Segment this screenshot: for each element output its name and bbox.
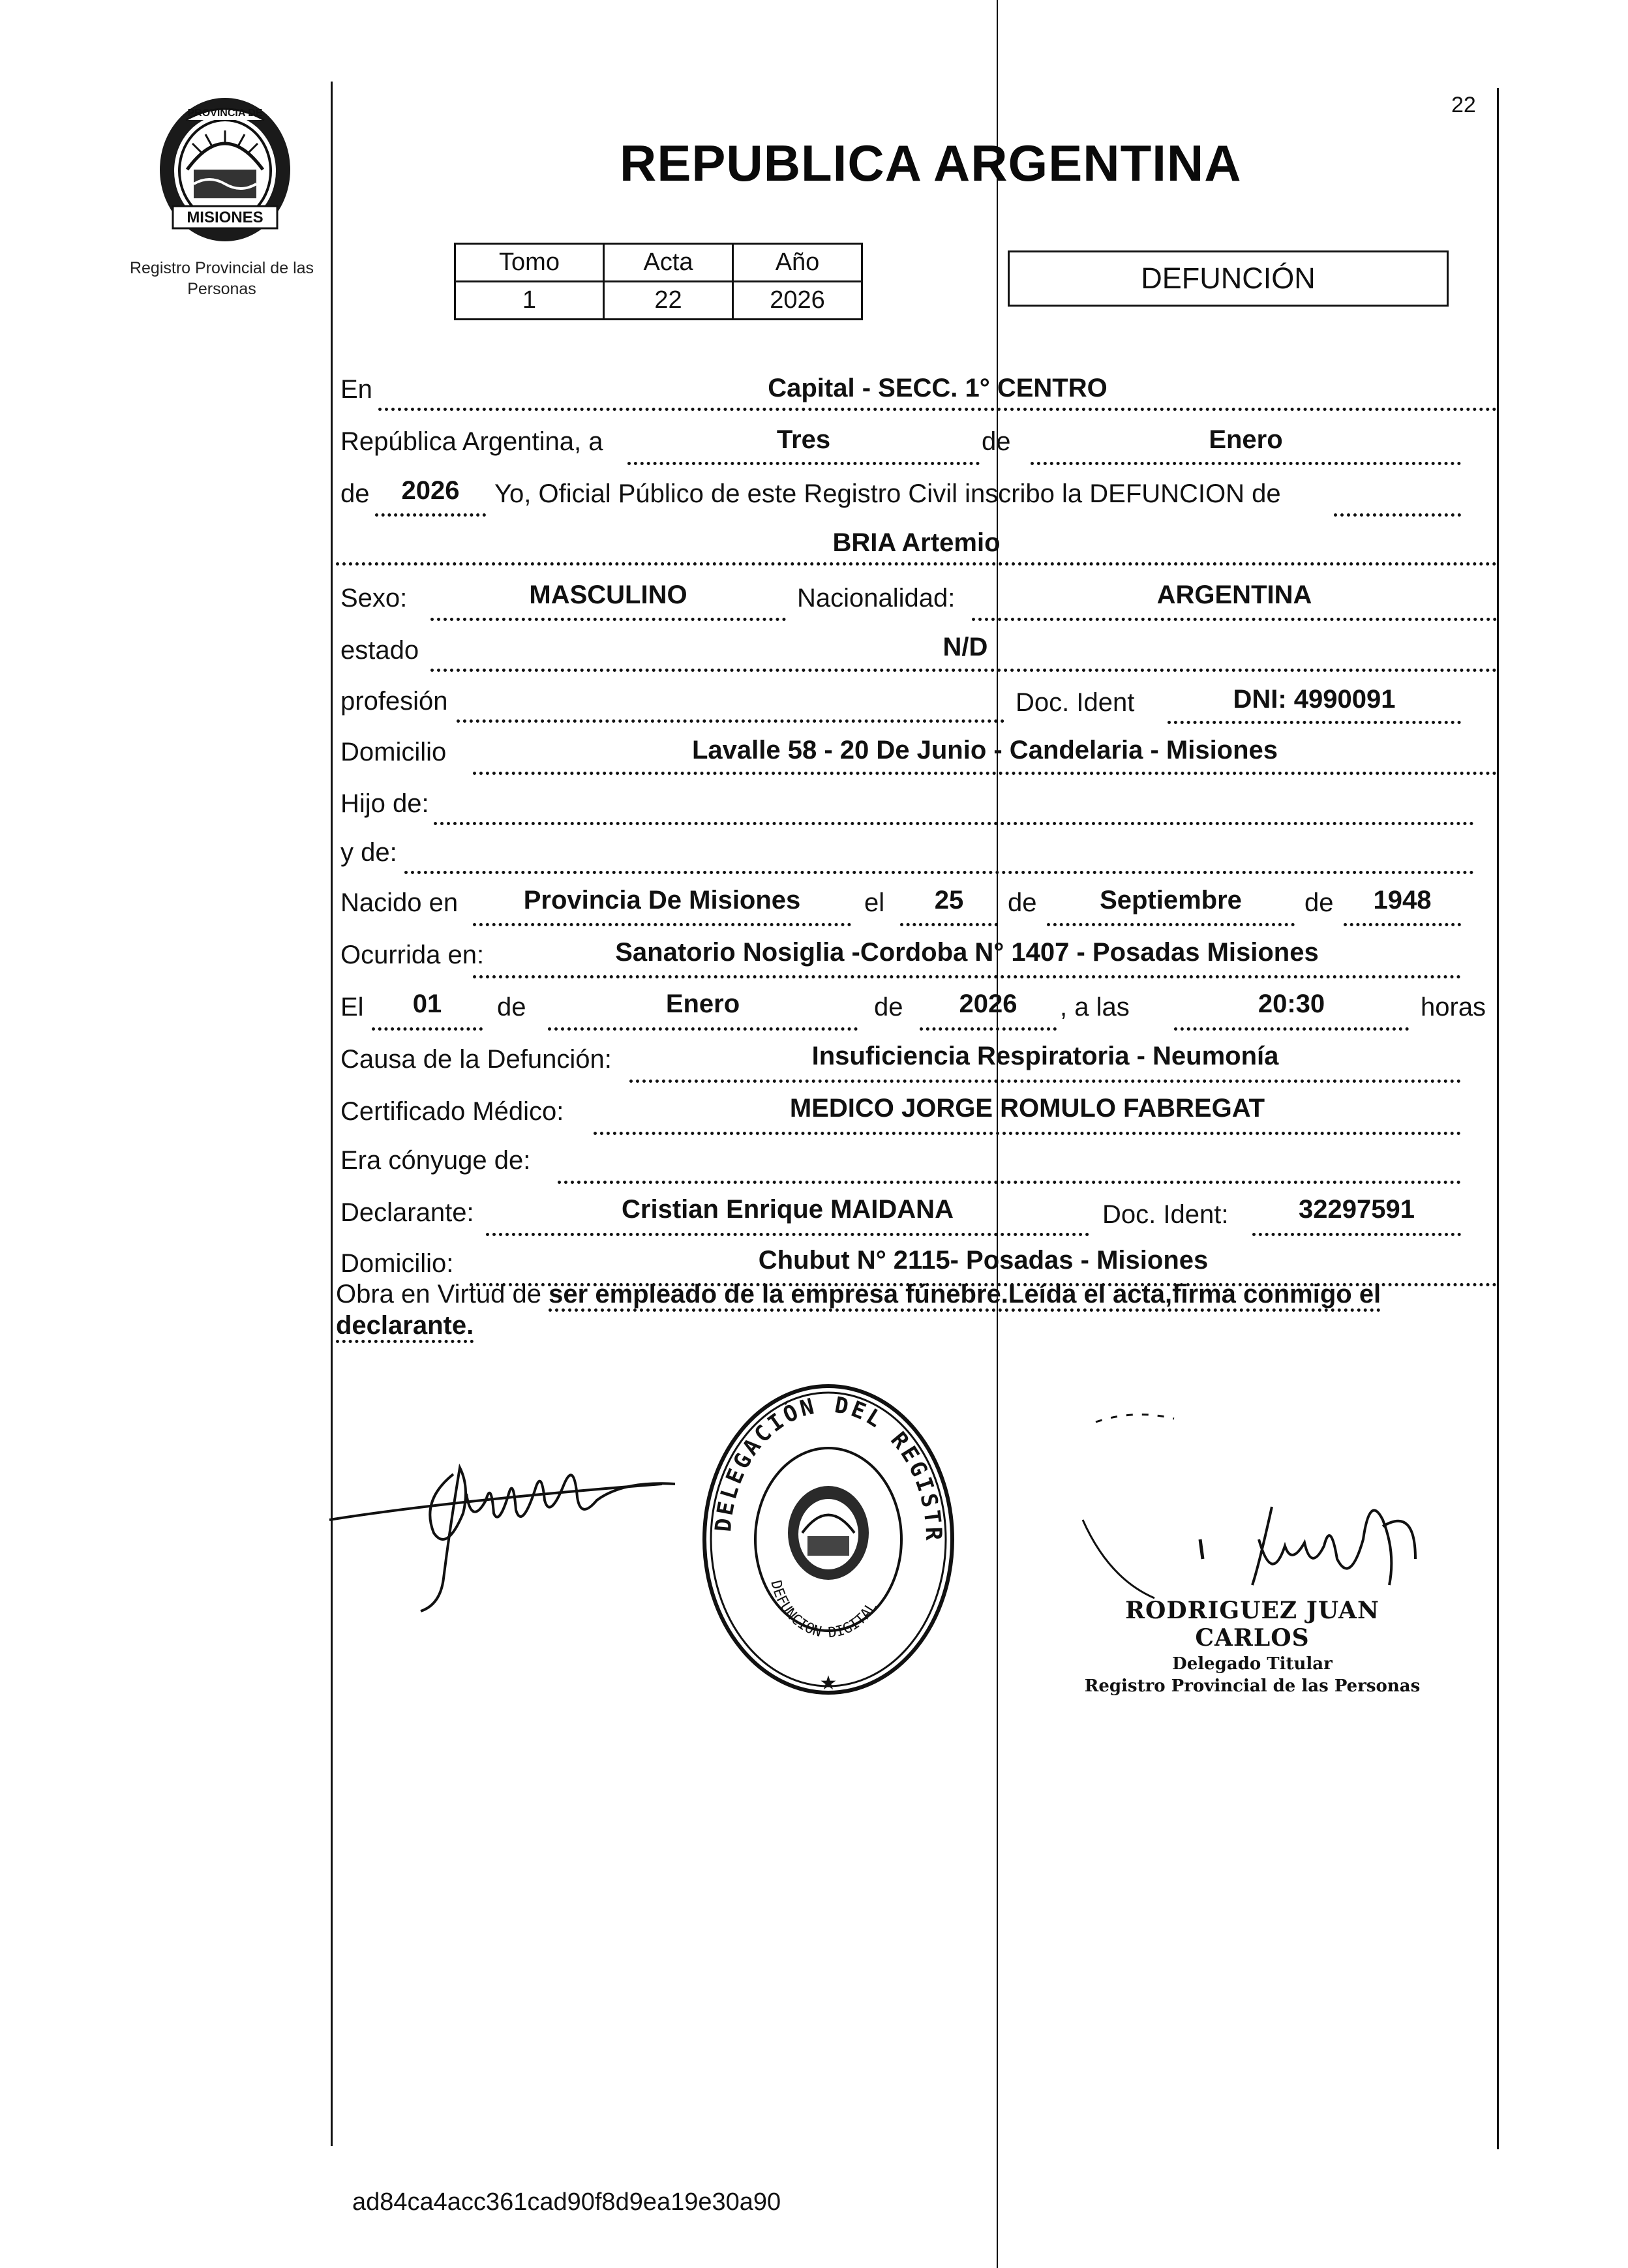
declarant-signature (323, 1422, 688, 1621)
label-conyuge: Era cónyuge de: (340, 1146, 531, 1175)
label-causa: Causa de la Defunción: (340, 1045, 612, 1074)
label-en: En (340, 375, 372, 404)
label-horas: horas (1421, 993, 1486, 1021)
signatory-title: Delegado Titular (1172, 1654, 1333, 1674)
svg-text:DEFUNCION DIGITAL (767, 1579, 880, 1641)
official-signature-block (1083, 1597, 1422, 1696)
label-estado: estado (340, 636, 419, 665)
obra-text: ser empleado de la empresa fúnebre.Leída el acta,firma conmigo el declarante. (336, 1280, 1381, 1343)
official-signature (998, 1389, 1455, 1614)
obra-prefix: Obra en Virtud de (336, 1280, 542, 1308)
label-domicilio: Domicilio (340, 738, 447, 766)
label-ocurrida-en: Ocurrida en: (340, 941, 485, 969)
value-doc-declarante: 32297591 (1299, 1195, 1415, 1224)
fill-profesion (457, 697, 1004, 723)
value-ocurrida-en: Sanatorio Nosiglia -Cordoba N° 1407 - Posadas Misiones (615, 938, 1319, 967)
label-el-def: El (340, 993, 364, 1021)
table-header-anio: Año (733, 244, 862, 282)
registry-label: Registro Provincial de las Personas (129, 259, 314, 298)
value-dia-inscripcion: Tres (776, 425, 831, 454)
label-doc-declarante: Doc. Ident: (1102, 1200, 1229, 1229)
table-value-anio: 2026 (733, 282, 862, 320)
value-anio-inscripcion: 2026 (401, 476, 460, 505)
value-domicilio-declarante: Chubut N° 2115- Posadas - Misiones (758, 1246, 1209, 1275)
label-de-anio: de (340, 479, 370, 508)
page-title: REPUBLICA ARGENTINA (620, 134, 1242, 192)
signatory-name: RODRIGUEZ JUAN CARLOS (1125, 1597, 1379, 1652)
stamp-inner-text: DEFUNCION DIGITAL (767, 1579, 881, 1642)
fill-inscribo-tail (1334, 491, 1461, 517)
label-nacido-en: Nacido en (340, 888, 459, 917)
value-domicilio: Lavalle 58 - 20 De Junio - Candelaria - Misiones (691, 736, 1278, 764)
value-sexo: MASCULINO (529, 581, 687, 609)
record-number-table (454, 243, 863, 320)
table-header-tomo: Tomo (455, 244, 604, 282)
value-mes-nac: Septiembre (1100, 886, 1242, 915)
value-nacido-en: Provincia De Misiones (523, 886, 801, 915)
label-certificado: Certificado Médico: (340, 1097, 564, 1126)
svg-text:PROVINCIA DE: PROVINCIA DE (187, 108, 263, 119)
label-republica: República Argentina, a (340, 427, 603, 456)
page-number: 22 (1451, 93, 1476, 117)
table-value-acta: 22 (604, 282, 733, 320)
label-de-anio-def: de (874, 993, 903, 1021)
official-stamp (691, 1370, 965, 1709)
provincial-seal-logo (147, 91, 303, 248)
document-hash: ad84ca4acc361cad90f8d9ea19e30a90 (352, 2188, 781, 2216)
label-declarante: Declarante: (340, 1198, 474, 1227)
label-sexo: Sexo: (340, 584, 408, 612)
label-de-mes-nac: de (1008, 888, 1037, 917)
table-value-tomo: 1 (455, 282, 604, 320)
value-estado: N/D (942, 633, 988, 661)
record-type-box: DEFUNCIÓN (1008, 250, 1449, 307)
obra-en-virtud-paragraph (336, 1278, 1494, 1341)
value-certificado: MEDICO JORGE ROMULO FABREGAT (789, 1094, 1265, 1123)
table-header-acta: Acta (604, 244, 733, 282)
fill-conyuge (558, 1158, 1461, 1184)
svg-text:MISIONES: MISIONES (187, 209, 264, 226)
label-de-mes-def: de (497, 993, 526, 1021)
value-causa: Insuficiencia Respiratoria - Neumonía (811, 1042, 1279, 1070)
svg-text:★: ★ (819, 1672, 837, 1694)
value-dia-nac: 25 (934, 886, 964, 915)
fill-hijo-de (434, 799, 1474, 825)
fill-y-de (404, 848, 1474, 874)
label-de: de (982, 427, 1011, 456)
value-anio-nac: 1948 (1373, 886, 1432, 915)
label-hijo-de: Hijo de: (340, 789, 429, 818)
label-doc-ident: Doc. Ident (1016, 688, 1135, 717)
label-y-de: y de: (340, 838, 397, 867)
signatory-office: Registro Provincial de las Personas (1084, 1676, 1421, 1696)
value-anio-def: 2026 (959, 990, 1018, 1018)
label-domicilio-declarante: Domicilio: (340, 1249, 454, 1278)
label-de-anio-nac: de (1304, 888, 1334, 917)
stamp-outer-text: DELEGACIÓN DEL REGISTR (710, 1392, 947, 1543)
value-mes-def: Enero (665, 990, 740, 1018)
value-fallecido: BRIA Artemio (832, 528, 1001, 557)
label-el: el (864, 888, 885, 917)
value-dia-def: 01 (412, 990, 442, 1018)
value-lugar: Capital - SECC. 1° CENTRO (768, 374, 1108, 402)
label-nacionalidad: Nacionalidad: (797, 584, 956, 612)
label-yo-oficial: Yo, Oficial Público de este Registro Civil inscribo la DEFUNCION de (494, 479, 1281, 508)
value-mes-inscripcion: Enero (1209, 425, 1283, 454)
value-hora-def: 20:30 (1258, 990, 1325, 1018)
label-profesion: profesión (340, 687, 448, 716)
right-margin-line (1497, 88, 1499, 2149)
label-a-las: , a las (1060, 993, 1130, 1021)
value-declarante: Cristian Enrique MAIDANA (622, 1195, 954, 1224)
value-nacionalidad: ARGENTINA (1156, 581, 1312, 609)
left-margin-line (331, 82, 333, 2146)
value-doc-ident: DNI: 4990091 (1233, 685, 1396, 714)
